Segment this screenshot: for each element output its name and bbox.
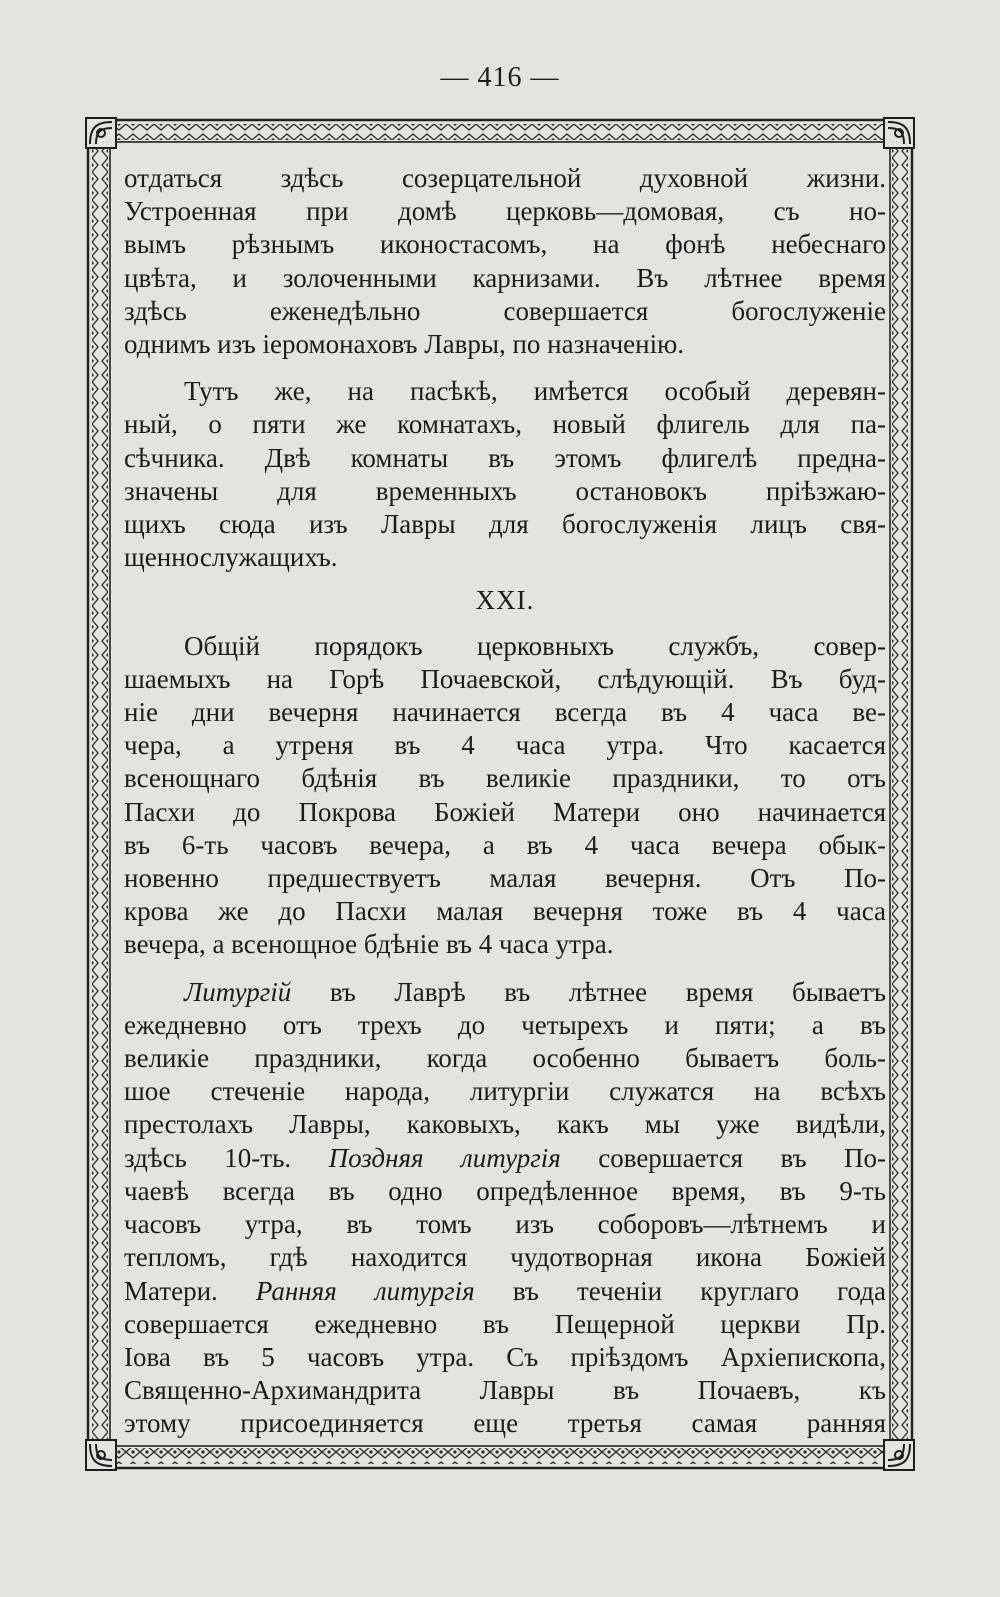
text-line [124, 1275, 886, 1308]
text-line: вечера, а всенощное бдѣніе въ 4 часа утра. [124, 929, 614, 960]
text-line [124, 976, 886, 1009]
text-line: ный, о пяти же комнатахъ, новый флигель для па- [124, 409, 886, 440]
text-line: чера, а утреня въ 4 часа утра. Что касается [124, 730, 886, 761]
text-line: этому присоединяется еще третья самая ранняя [124, 1408, 886, 1439]
text-line: шаемыхъ на Горѣ Почаевской, слѣдующій. Въ буд- [124, 663, 886, 694]
text-line: Пасхи до Покрова Божіей Матери оно начинается [124, 796, 886, 827]
text-line: отдаться здѣсь созерцательной духовной жизни. [124, 163, 886, 193]
text-line: чаевѣ всегда въ одно опредѣленное время, въ 9-ть [124, 1175, 886, 1206]
text-line: Священно-Архимандрита Лавры въ Почаевъ, къ [124, 1375, 886, 1406]
paragraph [124, 630, 886, 962]
text-line: значены для временныхъ остановокъ пріѣзжаю- [124, 475, 886, 506]
section-heading: XXI. [475, 585, 535, 616]
italic-term: Ранняя литургія [255, 1275, 475, 1306]
text-line: всенощнаго бдѣнія въ великіе праздники, то отъ [124, 763, 886, 794]
text-line: тепломъ, гдѣ находится чудотворная икона Божіей [124, 1242, 886, 1273]
text-line: здѣсь еженедѣльно совершается богослуженіе [124, 295, 886, 326]
text-line: щеннослужащихъ. [124, 542, 338, 573]
text-line: ежедневно отъ трехъ до четырехъ и пяти; а въ [124, 1009, 886, 1040]
text-line: новенно предшествуетъ малая вечерня. Отъ По- [124, 863, 886, 894]
text-line: часовъ утра, въ томъ изъ соборовъ—лѣтнемъ и [124, 1209, 886, 1240]
text-run: совершается въ По- [560, 1142, 886, 1173]
text-run: въ Лаврѣ въ лѣтнее время бываетъ [291, 976, 886, 1007]
text-line: сѣчника. Двѣ комнаты въ этомъ флигелѣ предна- [124, 442, 886, 473]
italic-term: Литургій [184, 976, 292, 1007]
text-line: Іова въ 5 часовъ утра. Съ пріѣздомъ Архіепископа, [124, 1341, 886, 1372]
text-line: вымъ рѣзнымъ иконостасомъ, на фонѣ небеснаго [124, 229, 886, 260]
text-line: престолахъ Лавры, каковыхъ, какъ мы уже видѣли, [124, 1109, 886, 1140]
italic-term: Поздняя литургія [328, 1142, 561, 1173]
paragraph [124, 976, 886, 1441]
text-line: совершается ежедневно въ Пещерной церкви Пр. [124, 1308, 886, 1339]
paragraph [124, 162, 886, 361]
text-run: здѣсь 10-ть. [124, 1142, 329, 1173]
text-run: въ теченіи круглаго года [474, 1275, 886, 1306]
paragraph [124, 375, 886, 574]
text-line [124, 1142, 886, 1175]
text-line: Общій порядокъ церковныхъ службъ, совер- [184, 630, 886, 661]
text-line: Тутъ же, на пасѣкѣ, имѣется особый деревян- [184, 376, 886, 407]
text-line: цвѣта, и золоченными карнизами. Въ лѣтнее время [124, 262, 886, 293]
text-line: крова же до Пасхи малая вечерня тоже въ 4 часа [124, 896, 886, 927]
text-line: въ 6-ть часовъ вечера, а въ 4 часа вечера обык- [124, 829, 886, 860]
page-number: — 416 — [440, 62, 560, 93]
text-line: великіе праздники, когда особенно бываетъ боль- [124, 1043, 886, 1074]
text-run: Матери. [124, 1275, 256, 1306]
text-line: Устроенная при домѣ церковь—домовая, съ но- [124, 196, 886, 227]
text-line: шое стеченіе народа, литургіи служатся на всѣхъ [124, 1076, 886, 1107]
text-line: щихъ сюда изъ Лавры для богослуженія лицъ свя- [124, 509, 886, 540]
text-line: однимъ изъ іеромонаховъ Лавры, по назначенію. [124, 329, 685, 360]
text-line: ніе дни вечерня начинается всегда въ 4 часа ве- [124, 697, 886, 728]
page-body [124, 162, 886, 1441]
